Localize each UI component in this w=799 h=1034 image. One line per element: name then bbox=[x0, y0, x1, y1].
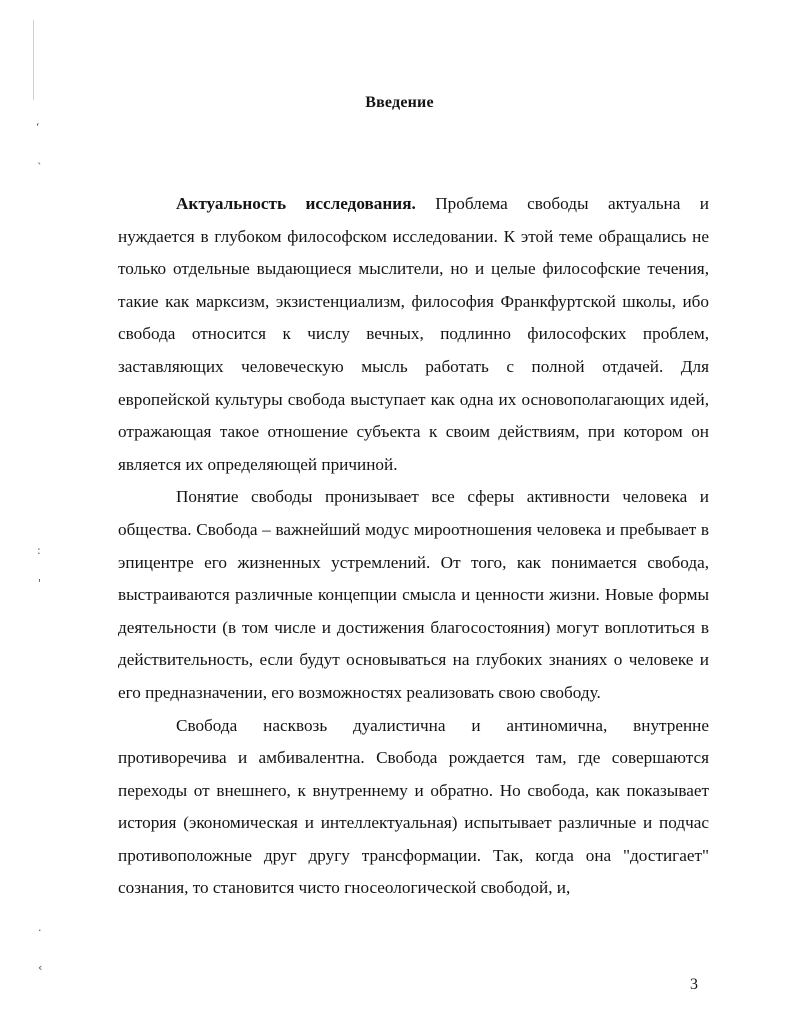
scan-speck: ‘ bbox=[36, 121, 40, 134]
relevance-heading: Актуальность исследования. bbox=[176, 194, 416, 213]
paragraph-text: Свобода насквозь дуалистична и антиномична, внутренне противоречива и амбивалентна. Свобода рождается там, где совершаются переходы от внешнего, к внутреннему и обратно. Но свобода, как показывает история (экономическая и интеллектуальная) испытывает различные и подчас противоположные друг другу трансформации. Так, когда она "достигает" сознания, то становится чисто гносеологической свободой, и, bbox=[118, 715, 709, 898]
document-body bbox=[118, 188, 709, 905]
page-title: Введение bbox=[365, 94, 434, 111]
paragraph-text: Проблема свободы актуальна и нуждается в глубоком философском исследовании. К этой теме обращались не только отдельные выдающиеся мыслители, но и целые философские течения, такие как марксизм, экзистенциализм, философия Франкфуртской школы, ибо свобода относится к числу вечных, подлинно философских проблем, заставляющих человеческую мысль работать с полной отдачей. Для европейской культуры свобода выступает как одна их основополагающих идей, отражающая такое отношение субъекта к своим действиям, при котором он является их определяющей причиной. bbox=[118, 194, 710, 474]
scan-edge-line bbox=[33, 20, 34, 100]
scan-speck: · bbox=[38, 924, 42, 937]
scan-speck: ` bbox=[37, 161, 43, 174]
scan-speck: ' bbox=[38, 577, 42, 590]
scan-speck: ‹ bbox=[38, 961, 43, 974]
page-number: 3 bbox=[690, 976, 698, 993]
paragraph-text: Понятие свободы пронизывает все сферы активности человека и общества. Свобода – важнейший модус мироотношения человека и пребывает в эпицентре его жизненных устремлений. От того, как понимается свобода, выстраиваются различные концепции смысла и ценности жизни. Новые формы деятельности (в том числе и достижения благосостояния) могут воплотиться в действительность, если будут основываться на глубоких знаниях о человеке и его предназначении, его возможностях реализовать свою свободу. bbox=[118, 487, 709, 702]
scan-speck: : bbox=[37, 544, 41, 557]
paragraph-freedom-duality bbox=[118, 710, 709, 906]
paragraph-relevance bbox=[118, 188, 709, 481]
paragraph-freedom-concept bbox=[118, 481, 709, 709]
